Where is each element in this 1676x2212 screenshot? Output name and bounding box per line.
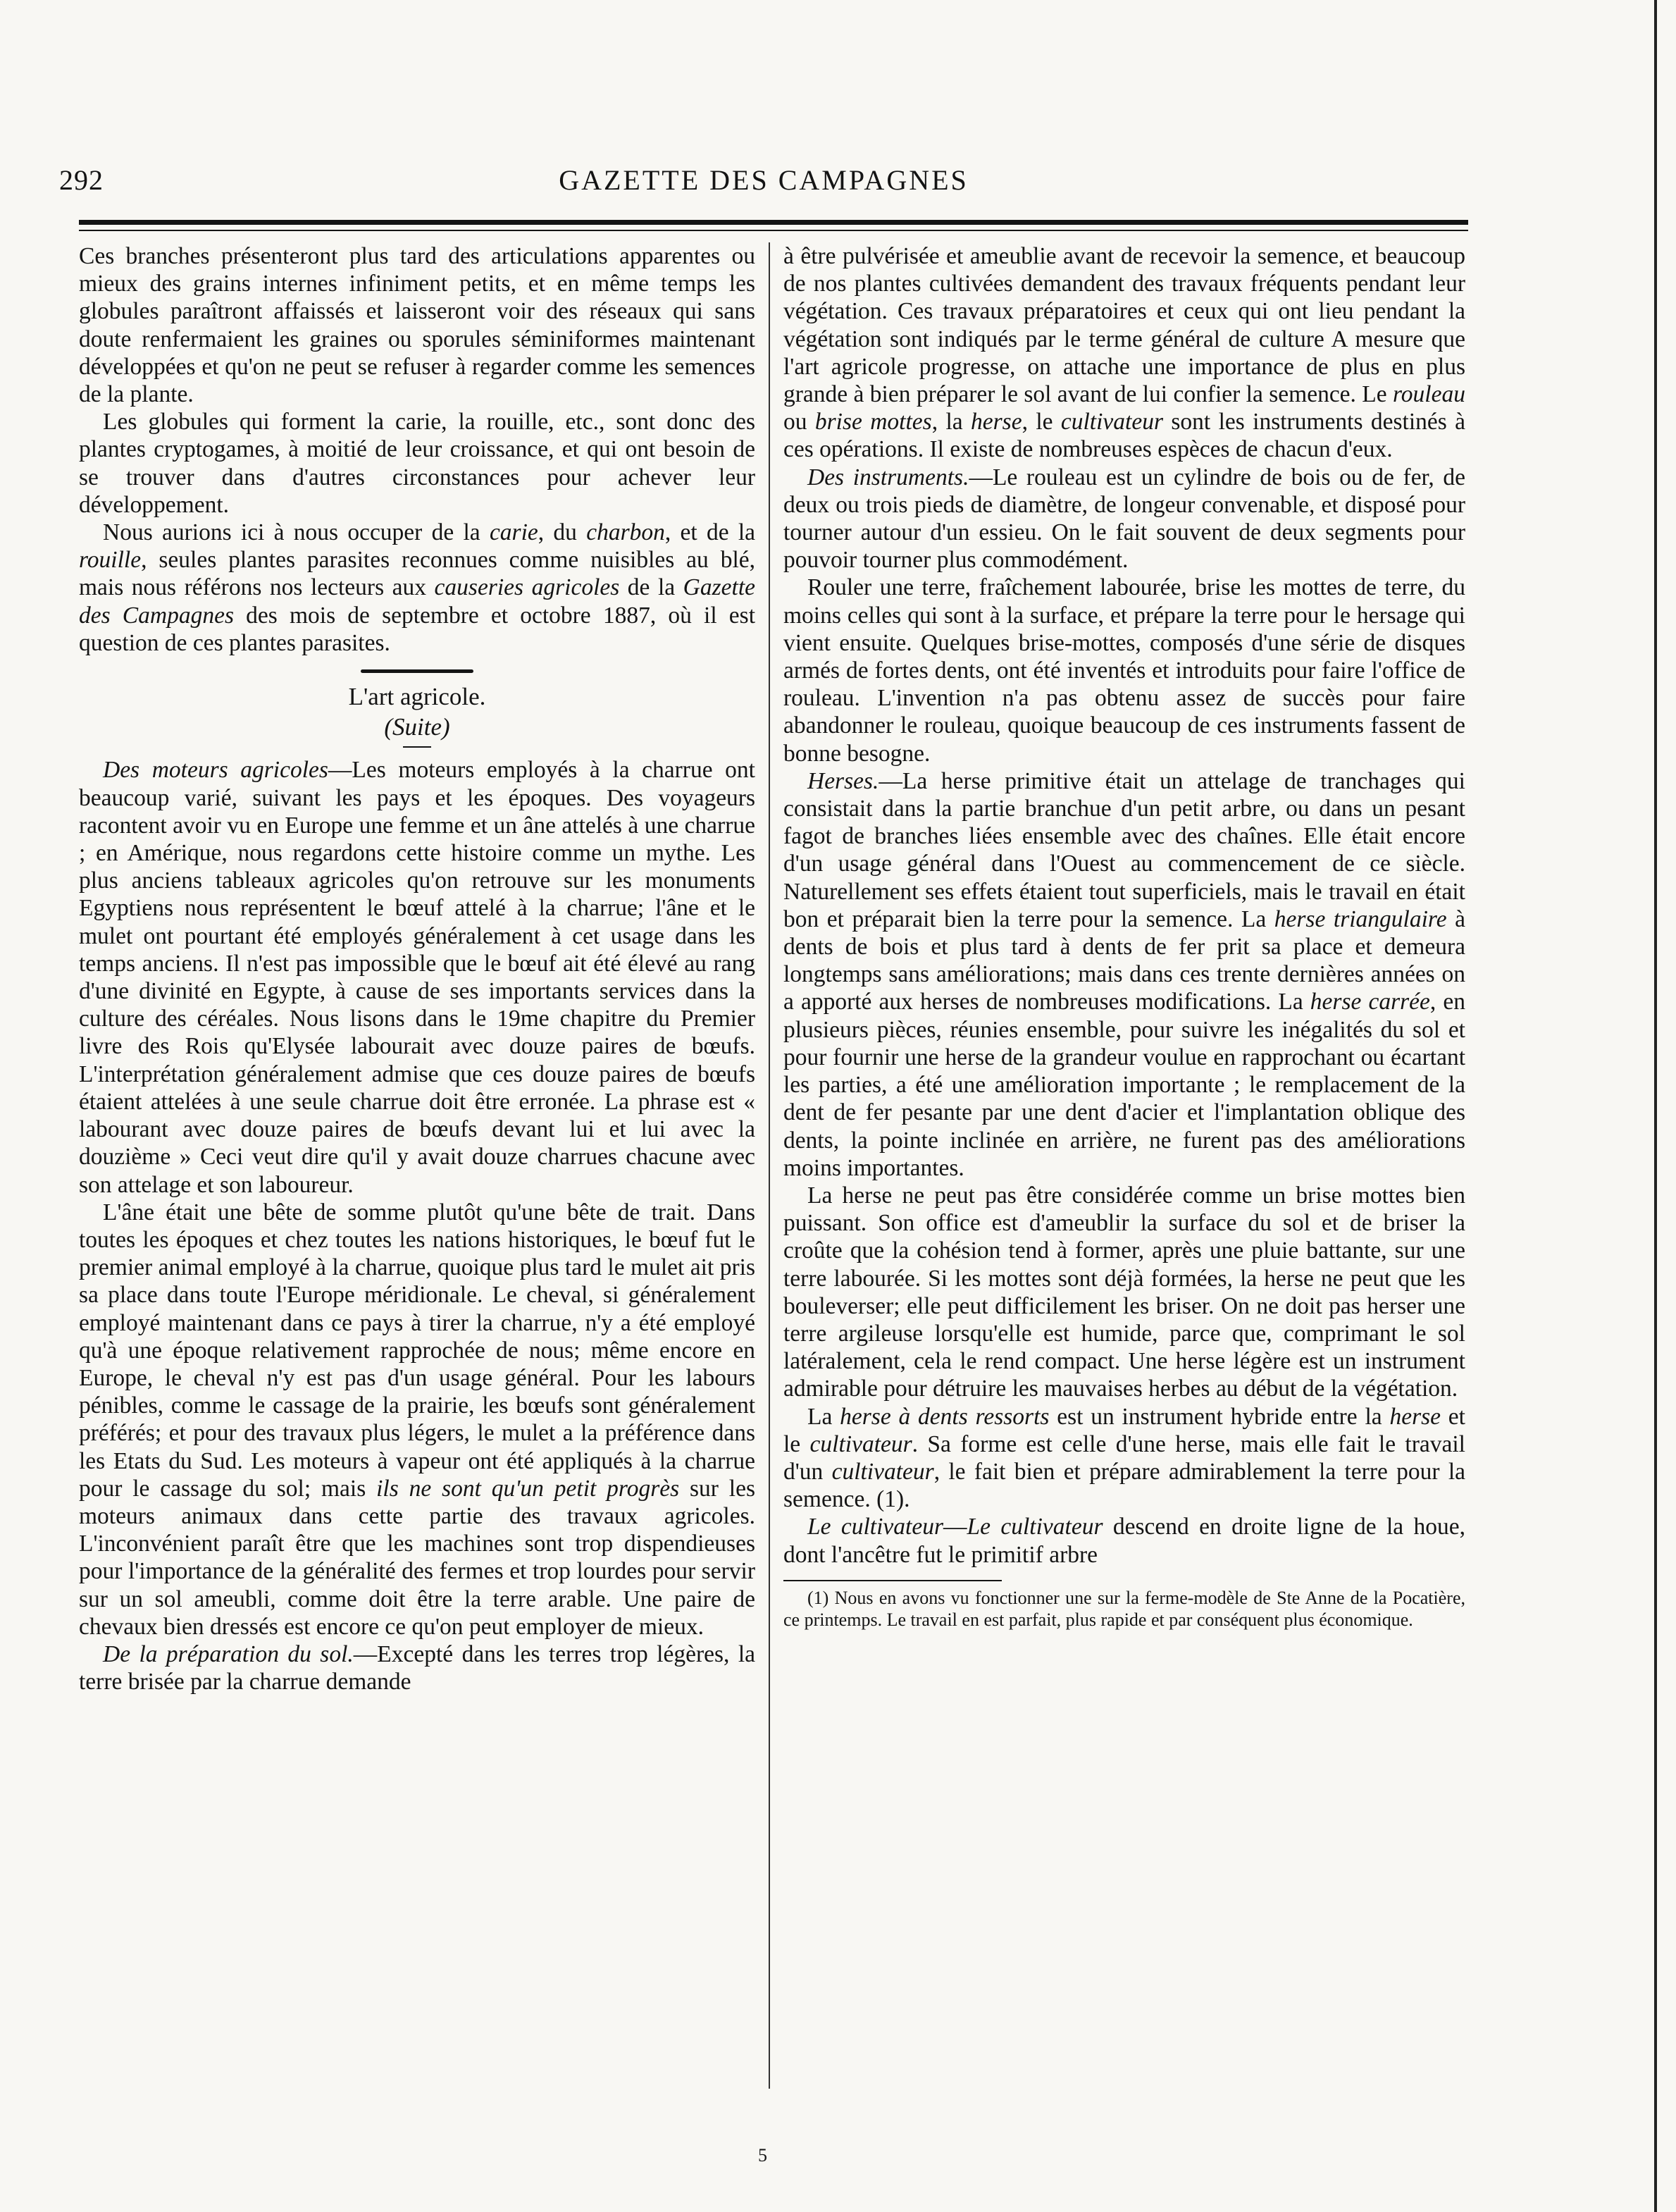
- italic-term: charbon: [586, 519, 665, 546]
- section-divider: [361, 669, 473, 673]
- footnote-rule: [783, 1580, 1002, 1581]
- text-run: est un instrument hybride entre la: [1049, 1403, 1390, 1430]
- text-run: et le: [783, 1403, 1465, 1457]
- section-dash: [403, 746, 431, 748]
- italic-term: causeries agricoles: [434, 574, 620, 601]
- text-run: —La herse primitive était un attelage de tranchages qui consistait dans la partie branchue d'un petit arbre, ou dans un pesant fagot de branches liées ensemble avec des chaînes. Elle était encore d'un usage général dans l'Ouest au commencement de ce siècle. Naturellement ses effets étaient tout superficiels, mais le travail en était bon et préparait bien la terre pour la semence. La: [783, 767, 1465, 932]
- paragraph: [79, 1199, 755, 1641]
- italic-term: brise mottes: [814, 409, 932, 435]
- text-run: à être pulvérisée et ameublie avant de recevoir la semence, et beaucoup de nos plantes cultivées demandent des travaux fréquents pendant leur végétation. Ces travaux préparatoires et ceux qui ont lieu pendant la végétation sont indiqués par le terme général de culture A mesure que l'art agricole progresse, on attache une importance de plus en plus grande à bien préparer le sol avant de lui confier la semence. Le: [783, 243, 1465, 408]
- text-run: sur les moteurs animaux dans cette partie des travaux agricoles. L'inconvénient paraît être que les machines sont trop dispendieuses pour l'importance de la généralité des fermes et trop lourdes pour servir sur un sol ameubli, comme doit être la terre arable. Une paire de chevaux bien dressés est encore ce qu'on peut employer de mieux.: [79, 1475, 755, 1640]
- section-subtitle: (Suite): [384, 713, 450, 741]
- scan-edge: [1654, 0, 1657, 2212]
- header-rule-thin: [79, 230, 1468, 231]
- text-run: , et de la: [664, 519, 756, 546]
- right-column: [783, 242, 1465, 1631]
- italic-term: herse à dents ressorts: [840, 1403, 1050, 1430]
- paragraph: La herse ne peut pas être considérée comme un brise mottes bien puissant. Son office est d'ameublir la surface du sol et de briser la croûte que la cohésion tend à former, après une pluie battante, sur une terre labourée. Si les mottes sont déjà formées, la herse ne peut que les bouleverser; elle peut difficilement les briser. On ne doit pas herser une terre argileuse lorsqu'elle est humide, parce que, comprimant le sol latéralement, cela le rend compact. Une herse légère est un instrument admirable pour détruire les mauvaises herbes au début de la végétation.: [783, 1182, 1465, 1402]
- paragraph: [79, 1641, 755, 1695]
- paragraph-lead: Des instruments.: [807, 464, 969, 490]
- text-run: L'âne était une bête de somme plutôt qu'une bête de trait. Dans toutes les époques et chez toutes les nations historiques, le bœuf fut le premier animal employé à la charrue, quoique plus tard le mulet ait pris sa place dans toute l'Europe méridionale. Le cheval, si généralement employé maintenant dans ce pays à tirer la charrue, n'y a été employé qu'à une époque relativement rapprochée de nous; même encore en Europe, le cheval n'y est pas d'un usage général. Pour les labours pénibles, comme le cassage de la prairie, les bœufs sont généralement préférés; et pour des travaux plus légers, le mulet a la préférence dans les Etats du Sud. Les moteurs à vapeur ont été appliqués à la charrue pour le cassage du sol; mais: [79, 1199, 755, 1502]
- italic-term: herse triangulaire: [1274, 906, 1447, 932]
- paragraph-lead: Herses.: [807, 767, 879, 794]
- text-run: à dents de bois et plus tard à dents de fer prit sa place et demeura longtemps sans améliorations; mais dans ces trente dernières années on a apporté aux herses de nombreuses modifications. La: [783, 906, 1465, 1015]
- text-run: descend en droite ligne de la houe, dont l'ancêtre fut le primitif arbre: [783, 1514, 1466, 1568]
- italic-term: Le cultivateur: [967, 1514, 1103, 1540]
- text-run: ou: [783, 409, 815, 435]
- column-divider: [769, 242, 770, 2089]
- text-run: —Le rouleau est un cylindre de bois ou de fer, de deux ou trois pieds de diamètre, de longeur convenable, et disposé pour tourner autour d'un essieu. On le fait souvent de deux segments pour pouvoir tourner plus commodément.: [783, 464, 1466, 574]
- paragraph-lead: De la préparation du sol.: [103, 1641, 354, 1667]
- page-number: 292: [59, 164, 104, 196]
- left-column: [79, 242, 755, 1695]
- paragraph: Les globules qui forment la carie, la rouille, etc., sont donc des plantes cryptogames, à moitié de leur croissance, et qui ont besoin de se trouver dans d'autres circonstances pour achever leur développement.: [79, 409, 755, 518]
- text-run: , seules plantes parasites reconnues comme nuisibles au blé, mais nous référons nos lecteurs aux: [79, 547, 755, 601]
- signature-mark: 5: [758, 2145, 767, 2165]
- page-header: [59, 163, 1468, 206]
- text-run: —Les moteurs employés à la charrue ont beaucoup varié, suivant les pays et les époques. Des voyageurs racontent avoir vu en Europe une femme et un âne attelés à une charrue ; en Amérique, nous regardons cette histoire comme un mythe. Les plus anciens tableaux agricoles qu'on retrouve sur les monuments Egyptiens nous représentent le bœuf attelé à la charrue; l'âne et le mulet ont pourtant été employés généralement à cet usage dans les temps anciens. Il n'est pas impossible que le bœuf ait été élevé au rang d'une divinité en Egypte, à cause de ses importants services dans la culture des céréales. Nous lisons dans le 19me chapitre du Premier livre des Rois qu'Elysée labourait avec douze paires de bœufs. L'interprétation généralement admise que ces douze paires de bœufs étaient attelées à une seule charrue doit être erronée. La phrase est « labourant avec douze paires de bœufs devant lui et lui avec la douzième » Ceci veut dire qu'il y avait douze charrues chacune avec son attelage et son laboureur.: [79, 757, 755, 1198]
- text-run: —: [943, 1514, 967, 1540]
- text-run: , en plusieurs pièces, réunies ensemble, pour suivre les inégalités du sol et pour fournir une herse de la grandeur voulue en rapprochant ou écartant les parties, a été une amélioration importante ; le remplacement de la dent de fer pesante par une dent d'acier et l'implantation oblique des dents, la pointe inclinée en arrière, ne furent pas des améliorations moins importantes.: [783, 989, 1465, 1181]
- italic-term: rouleau: [1393, 381, 1465, 408]
- italic-term: Gazette des Campagnes: [79, 574, 756, 629]
- italic-term: herse carrée: [1310, 989, 1430, 1015]
- text-run: —Excepté dans les terres trop légères, la terre brisée par la charrue demande: [79, 1641, 755, 1695]
- paragraph: [79, 756, 755, 1198]
- text-run: Nous aurions ici à nous occuper de la: [103, 519, 490, 546]
- italic-term: cultivateur: [831, 1458, 934, 1485]
- paragraph: Ces branches présenteront plus tard des articulations apparentes ou mieux des grains internes infiniment petits, et en même temps les globules paraîtront affaissés et laisseront voir des réseaux qui sans doute renfermaient les graines ou sporules séminiformes maintenant développées et qu'on ne peut se refuser à regarder comme les semences de la plante.: [79, 243, 755, 408]
- text-run: . Sa forme est celle d'une herse, mais elle fait le travail d'un: [783, 1431, 1465, 1485]
- paragraph-lead: Des moteurs agricoles: [103, 757, 328, 784]
- italic-term: herse: [971, 409, 1022, 435]
- footnote: (1) Nous en avons vu fonctionner une sur la ferme-modèle de Ste Anne de la Pocatière, ce printemps. Le travail en est parfait, plus rapide et par conséquent plus économique.: [783, 1587, 1465, 1630]
- italic-term: cultivateur: [809, 1431, 912, 1457]
- paragraph: [79, 519, 755, 657]
- paragraph: [783, 1513, 1465, 1568]
- paragraph: [783, 464, 1465, 574]
- italic-term: ils ne sont qu'un petit progrès: [376, 1475, 680, 1502]
- text-run: , du: [538, 519, 587, 546]
- text-run: , le: [1022, 409, 1061, 435]
- journal-title: GAZETTE DES CAMPAGNES: [559, 164, 969, 196]
- italic-term: cultivateur: [1060, 409, 1163, 435]
- text-run: sont les instruments destinés à ces opérations. Il existe de nombreuses espèces de chacun d'eux.: [783, 409, 1466, 463]
- italic-term: carie: [489, 519, 538, 546]
- italic-term: rouille: [79, 547, 142, 574]
- italic-term: herse: [1389, 1403, 1441, 1430]
- paragraph: [783, 767, 1465, 1182]
- paragraph: [783, 1403, 1465, 1514]
- paragraph: Rouler une terre, fraîchement labourée, brise les mottes de terre, du moins celles qui sont à la surface, et prépare la terre pour le hersage qui vient ensuite. Quelques brise-mottes, composés d'une série de disques armés de fortes dents, ont été inventés et introduits pour faire l'office de rouleau. L'invention n'a pas obtenu assez de succès pour faire abandonner le rouleau, quoique beaucoup de ces instruments fassent de bonne besogne.: [783, 574, 1465, 767]
- text-run: , la: [931, 409, 972, 435]
- text-run: , le fait bien et prépare admirablement la terre pour la semence. (1).: [783, 1458, 1465, 1513]
- paragraph: [783, 242, 1465, 464]
- paragraph-lead: Le cultivateur: [807, 1514, 943, 1540]
- text-run: de la: [619, 574, 683, 601]
- section-title: L'art agricole.: [348, 683, 486, 711]
- text-run: La: [807, 1403, 840, 1430]
- header-rule-thick: [79, 220, 1468, 225]
- text-run: des mois de septembre et octobre 1887, où il est question de ces plantes parasites.: [79, 602, 755, 656]
